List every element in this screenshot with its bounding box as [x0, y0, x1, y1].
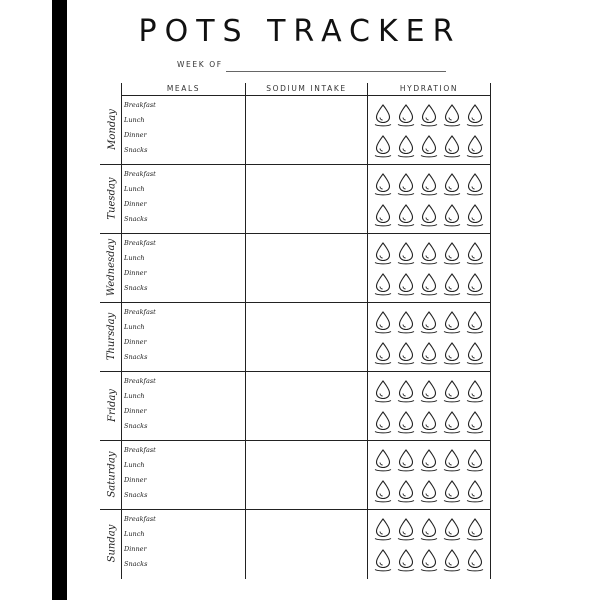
sodium-intake-cell[interactable]	[246, 441, 367, 508]
water-drop-icon[interactable]	[396, 172, 416, 196]
water-drop-icon[interactable]	[465, 103, 485, 127]
water-drop-icon[interactable]	[373, 103, 393, 127]
water-drop-icon[interactable]	[373, 310, 393, 334]
water-drop-icon[interactable]	[442, 310, 462, 334]
water-drop-icon[interactable]	[465, 379, 485, 403]
water-drop-icon[interactable]	[396, 203, 416, 227]
water-drop-icon[interactable]	[442, 272, 462, 296]
meal-label: Breakfast	[124, 101, 156, 109]
water-drop-icon[interactable]	[419, 548, 439, 572]
day-name: Sunday	[106, 524, 118, 563]
water-drop-icon[interactable]	[373, 172, 393, 196]
water-drop-icon[interactable]	[442, 103, 462, 127]
meal-label: Snacks	[124, 353, 148, 361]
meal-label: Breakfast	[124, 308, 156, 316]
day-label	[103, 302, 121, 371]
water-drop-icon[interactable]	[373, 517, 393, 541]
meal-label: Breakfast	[124, 239, 156, 247]
water-drop-icon[interactable]	[442, 448, 462, 472]
water-drop-icon[interactable]	[373, 448, 393, 472]
water-drop-icon[interactable]	[419, 379, 439, 403]
water-drop-icon[interactable]	[373, 341, 393, 365]
water-drop-icon[interactable]	[465, 548, 485, 572]
water-drop-icon[interactable]	[419, 172, 439, 196]
meal-label: Snacks	[124, 146, 148, 154]
water-drop-icon[interactable]	[442, 134, 462, 158]
day-label	[103, 371, 121, 440]
water-drop-icon[interactable]	[373, 134, 393, 158]
meal-label: Snacks	[124, 491, 148, 499]
water-drop-icon[interactable]	[419, 310, 439, 334]
day-name: Thursday	[106, 312, 118, 361]
meal-label: Lunch	[124, 254, 145, 262]
day-label	[103, 509, 121, 578]
water-drop-icon[interactable]	[419, 448, 439, 472]
water-drop-icon[interactable]	[419, 272, 439, 296]
water-drop-icon[interactable]	[442, 341, 462, 365]
meal-label: Dinner	[124, 338, 147, 346]
water-drop-icon[interactable]	[396, 241, 416, 265]
water-drop-icon[interactable]	[442, 379, 462, 403]
sodium-intake-cell[interactable]	[246, 510, 367, 577]
water-drop-icon[interactable]	[396, 410, 416, 434]
water-drop-icon[interactable]	[373, 272, 393, 296]
day-label	[103, 440, 121, 509]
water-drop-icon[interactable]	[373, 203, 393, 227]
water-drop-icon[interactable]	[465, 410, 485, 434]
day-label	[103, 164, 121, 233]
water-drop-icon[interactable]	[465, 448, 485, 472]
water-drop-icon[interactable]	[373, 479, 393, 503]
meal-label: Snacks	[124, 422, 148, 430]
water-drop-icon[interactable]	[419, 479, 439, 503]
column-divider	[490, 83, 491, 579]
week-of-field[interactable]	[226, 71, 446, 72]
meal-label: Lunch	[124, 323, 145, 331]
binding-strip	[52, 0, 67, 600]
water-drop-icon[interactable]	[396, 341, 416, 365]
meal-label: Breakfast	[124, 170, 156, 178]
water-drop-icon[interactable]	[442, 410, 462, 434]
day-name: Monday	[106, 109, 118, 150]
water-drop-icon[interactable]	[373, 410, 393, 434]
water-drop-icon[interactable]	[373, 241, 393, 265]
water-drop-icon[interactable]	[419, 241, 439, 265]
water-drop-icon[interactable]	[442, 548, 462, 572]
meal-label: Snacks	[124, 215, 148, 223]
water-drop-icon[interactable]	[465, 134, 485, 158]
water-drop-icon[interactable]	[442, 479, 462, 503]
meal-label: Lunch	[124, 461, 145, 469]
sodium-intake-cell[interactable]	[246, 303, 367, 370]
column-header-meals: MEALS	[166, 84, 201, 93]
meal-label: Breakfast	[124, 515, 156, 523]
sodium-intake-cell[interactable]	[246, 165, 367, 232]
sodium-intake-cell[interactable]	[246, 372, 367, 439]
water-drop-icon[interactable]	[419, 517, 439, 541]
meal-label: Dinner	[124, 407, 147, 415]
water-drop-icon[interactable]	[465, 203, 485, 227]
water-drop-icon[interactable]	[442, 241, 462, 265]
day-name: Wednesday	[106, 238, 118, 297]
meal-label: Breakfast	[124, 446, 156, 454]
water-drop-icon[interactable]	[442, 172, 462, 196]
meal-label: Dinner	[124, 476, 147, 484]
water-drop-icon[interactable]	[419, 134, 439, 158]
meal-label: Lunch	[124, 530, 145, 538]
meal-label: Lunch	[124, 392, 145, 400]
meal-label: Snacks	[124, 284, 148, 292]
column-divider	[367, 83, 368, 579]
water-drop-icon[interactable]	[465, 310, 485, 334]
meal-label: Lunch	[124, 116, 145, 124]
meal-label: Breakfast	[124, 377, 156, 385]
week-of-label: WEEK OF	[177, 60, 223, 69]
column-header-sodium: SODIUM INTAKE	[266, 84, 347, 93]
water-drop-icon[interactable]	[396, 479, 416, 503]
water-drop-icon[interactable]	[465, 517, 485, 541]
sodium-intake-cell[interactable]	[246, 234, 367, 301]
water-drop-icon[interactable]	[465, 479, 485, 503]
water-drop-icon[interactable]	[373, 548, 393, 572]
water-drop-icon[interactable]	[396, 448, 416, 472]
day-name: Tuesday	[106, 177, 118, 220]
water-drop-icon[interactable]	[396, 548, 416, 572]
meal-label: Snacks	[124, 560, 148, 568]
water-drop-icon[interactable]	[396, 379, 416, 403]
meal-label: Dinner	[124, 545, 147, 553]
water-drop-icon[interactable]	[396, 310, 416, 334]
water-drop-icon[interactable]	[419, 203, 439, 227]
water-drop-icon[interactable]	[442, 203, 462, 227]
water-drop-icon[interactable]	[465, 172, 485, 196]
water-drop-icon[interactable]	[373, 379, 393, 403]
water-drop-icon[interactable]	[396, 134, 416, 158]
water-drop-icon[interactable]	[419, 341, 439, 365]
water-drop-icon[interactable]	[396, 517, 416, 541]
day-name: Saturday	[106, 451, 118, 498]
water-drop-icon[interactable]	[419, 410, 439, 434]
day-label	[103, 233, 121, 302]
day-label	[103, 95, 121, 164]
water-drop-icon[interactable]	[419, 103, 439, 127]
water-drop-icon[interactable]	[396, 103, 416, 127]
meal-label: Dinner	[124, 131, 147, 139]
column-divider	[121, 83, 122, 579]
water-drop-icon[interactable]	[465, 241, 485, 265]
sodium-intake-cell[interactable]	[246, 96, 367, 163]
column-header-hydration: HYDRATION	[399, 84, 459, 93]
water-drop-icon[interactable]	[465, 341, 485, 365]
water-drop-icon[interactable]	[396, 272, 416, 296]
meal-label: Dinner	[124, 200, 147, 208]
water-drop-icon[interactable]	[465, 272, 485, 296]
meal-label: Lunch	[124, 185, 145, 193]
water-drop-icon[interactable]	[442, 517, 462, 541]
meal-label: Dinner	[124, 269, 147, 277]
day-name: Friday	[106, 389, 118, 422]
page-title: POTS TRACKER	[138, 14, 462, 49]
